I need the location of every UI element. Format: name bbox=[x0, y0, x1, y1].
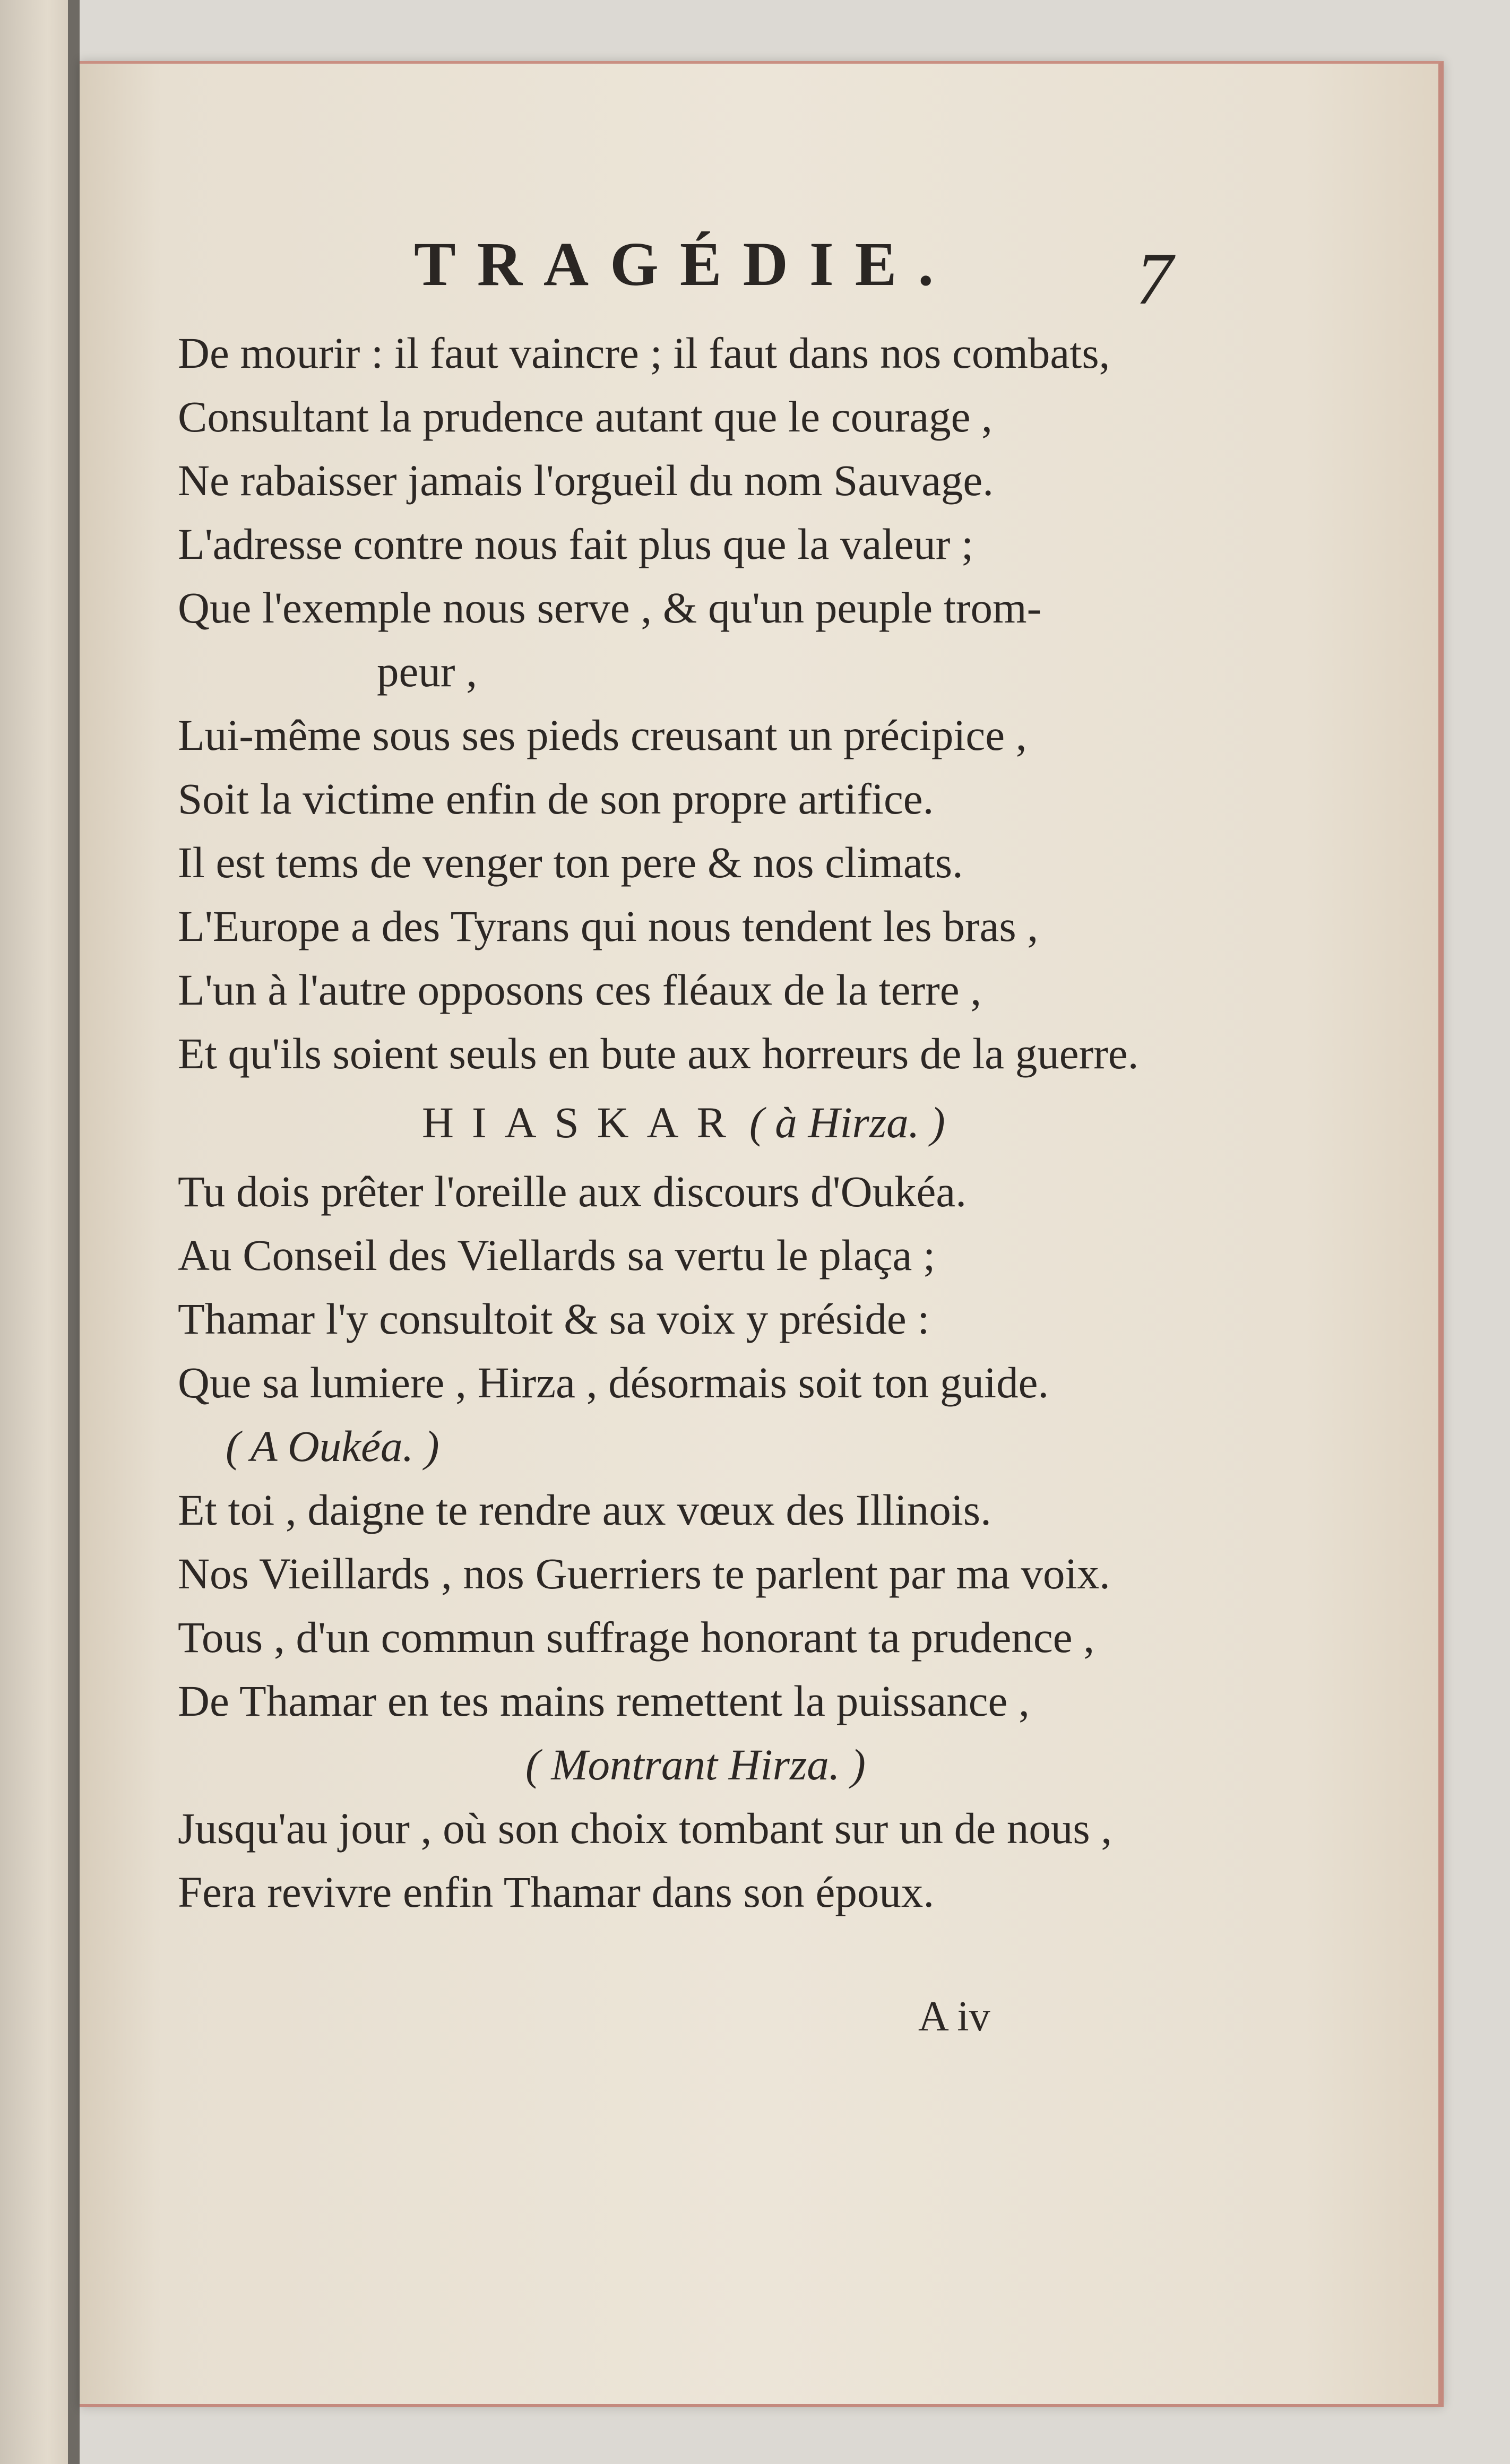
verse-line: Fera revivre enfin Thamar dans son époux. bbox=[178, 1868, 935, 1916]
verse-line: Soit la victime enfin de son propre artifice. bbox=[178, 774, 934, 823]
signature-mark: A iv bbox=[918, 1993, 990, 2040]
verse-line: L'Europe a des Tyrans qui nous tendent les bras , bbox=[178, 902, 1039, 950]
stage-direction: ( A Oukéa. ) bbox=[226, 1422, 439, 1471]
verse-line: L'adresse contre nous fait plus que la valeur ; bbox=[178, 520, 974, 568]
verse-line: Thamar l'y consultoit & sa voix y préside : bbox=[178, 1294, 930, 1343]
verse-line: L'un à l'autre opposons ces fléaux de la terre , bbox=[178, 965, 982, 1014]
verse-block bbox=[178, 321, 1276, 1924]
book-spine bbox=[68, 0, 80, 2464]
speaker-name: HIASKAR bbox=[422, 1098, 744, 1147]
verse-line: Tous , d'un commun suffrage honorant ta prudence , bbox=[178, 1613, 1095, 1662]
verse-line: Jusqu'au jour , où son choix tombant sur un de nous , bbox=[178, 1804, 1112, 1853]
verse-line: Ne rabaisser jamais l'orgueil du nom Sauvage. bbox=[178, 456, 994, 505]
verse-line: Au Conseil des Viellards sa vertu le plaça ; bbox=[178, 1231, 936, 1279]
verse-line: Et qu'ils soient seuls en bute aux horreurs de la guerre. bbox=[178, 1029, 1139, 1078]
verse-line: Tu dois prêter l'oreille aux discours d'Oukéa. bbox=[178, 1167, 967, 1216]
verse-line: Lui-même sous ses pieds creusant un précipice , bbox=[178, 711, 1027, 759]
page-number: 7 bbox=[1136, 238, 1173, 320]
verse-line: Il est tems de venger ton pere & nos climats. bbox=[178, 838, 963, 887]
verse-line: Nos Vieillards , nos Guerriers te parlent par ma voix. bbox=[178, 1549, 1110, 1598]
verse-line: Et toi , daigne te rendre aux vœux des Illinois. bbox=[178, 1485, 991, 1534]
running-title: TRAGÉDIE. bbox=[414, 229, 955, 299]
verse-line: De Thamar en tes mains remettent la puissance , bbox=[178, 1676, 1030, 1725]
verse-line: Que l'exemple nous serve , & qu'un peuple trom- bbox=[178, 583, 1042, 632]
stage-direction: ( Montrant Hirza. ) bbox=[525, 1740, 866, 1789]
verse-line: Que sa lumiere , Hirza , désormais soit ton guide. bbox=[178, 1358, 1049, 1407]
verse-line: De mourir : il faut vaincre ; il faut dans nos combats, bbox=[178, 328, 1110, 377]
verse-line: Consultant la prudence autant que le courage , bbox=[178, 392, 993, 441]
book-page bbox=[80, 61, 1444, 2407]
verse-line-continuation: peur , bbox=[377, 647, 477, 696]
speaker-heading bbox=[178, 1085, 1276, 1160]
speaker-direction: ( à Hirza. ) bbox=[749, 1098, 945, 1147]
